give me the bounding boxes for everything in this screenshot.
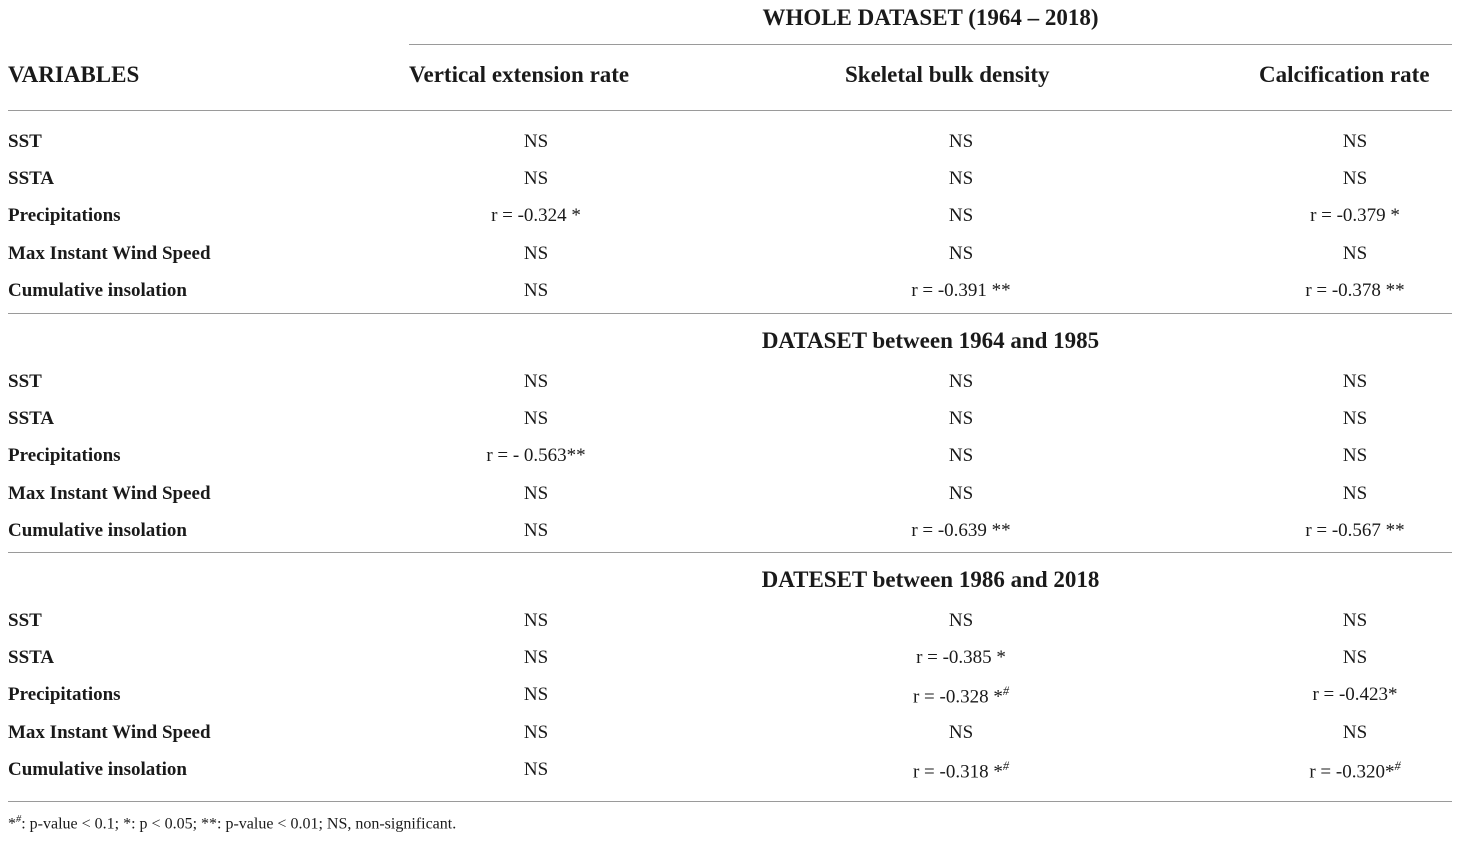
group-title-1964-1985: DATASET between 1964 and 1985 bbox=[761, 328, 1100, 353]
table-cell: NS bbox=[1342, 131, 1368, 152]
row-variable-label: SST bbox=[8, 610, 42, 631]
table-cell: r = -0.328 *# bbox=[912, 684, 1010, 708]
table-cell: r = - 0.563** bbox=[486, 445, 586, 467]
row-variable-label: SSTA bbox=[8, 647, 55, 669]
table-cell: NS bbox=[523, 647, 549, 669]
table-cell: NS bbox=[948, 131, 974, 152]
table-cell: NS bbox=[523, 371, 549, 392]
table-cell: r = -0.379 * bbox=[1310, 205, 1400, 227]
table-cell: NS bbox=[1342, 371, 1368, 392]
table-row bbox=[0, 610, 1460, 647]
row-variable-label: SST bbox=[8, 371, 42, 392]
table-cell: NS bbox=[1342, 647, 1368, 669]
row-variable-label: Precipitations bbox=[8, 205, 121, 227]
column-header-calcification-rate: Calcification rate bbox=[1259, 62, 1430, 87]
table-row bbox=[0, 408, 1460, 445]
table-row bbox=[0, 131, 1460, 168]
table-row bbox=[0, 759, 1460, 796]
row-variable-label: Max Instant Wind Speed bbox=[8, 482, 211, 504]
table-cell: NS bbox=[1342, 242, 1368, 264]
table-cell: NS bbox=[523, 684, 549, 706]
table-row bbox=[0, 722, 1460, 759]
table-cell: r = -0.320*# bbox=[1309, 758, 1401, 783]
table-cell: r = -0.324 * bbox=[491, 205, 581, 227]
row-variable-label: Precipitations bbox=[8, 445, 121, 467]
table-cell: r = -0.391 ** bbox=[911, 279, 1011, 301]
table-cell: NS bbox=[523, 519, 549, 541]
row-variable-label: Cumulative insolation bbox=[8, 758, 187, 780]
header-divider bbox=[8, 110, 1452, 111]
table-cell: r = -0.385 * bbox=[916, 647, 1006, 669]
table-cell: NS bbox=[523, 482, 549, 504]
group-title-underline bbox=[409, 44, 1452, 45]
table-cell: NS bbox=[523, 758, 549, 780]
row-variable-label: SSTA bbox=[8, 408, 55, 430]
group-divider bbox=[8, 313, 1452, 314]
table-cell: NS bbox=[1342, 445, 1368, 467]
table-cell: NS bbox=[523, 168, 549, 190]
table-cell: NS bbox=[948, 408, 974, 430]
row-variable-label: Max Instant Wind Speed bbox=[8, 242, 211, 264]
table-row bbox=[0, 168, 1460, 205]
table-row bbox=[0, 371, 1460, 408]
table-cell: r = -0.423* bbox=[1312, 684, 1398, 706]
table-cell: NS bbox=[523, 242, 549, 264]
row-variable-label: Cumulative insolation bbox=[8, 519, 187, 541]
table-cell: NS bbox=[523, 721, 549, 743]
table-cell: NS bbox=[1342, 482, 1368, 504]
row-variable-label: Max Instant Wind Speed bbox=[8, 721, 211, 743]
table-row bbox=[0, 205, 1460, 242]
table-cell: r = -0.639 ** bbox=[911, 519, 1011, 541]
table-cell: NS bbox=[948, 445, 974, 467]
table-cell: NS bbox=[948, 371, 974, 392]
variables-header: VARIABLES bbox=[8, 62, 140, 87]
table-cell: NS bbox=[523, 408, 549, 430]
table-cell: NS bbox=[948, 168, 974, 190]
table-cell: NS bbox=[948, 721, 974, 743]
group-title-1986-2018: DATESET between 1986 and 2018 bbox=[761, 567, 1100, 592]
table-row bbox=[0, 647, 1460, 684]
table-cell: NS bbox=[948, 482, 974, 504]
group-title-whole-dataset: WHOLE DATASET (1964 – 2018) bbox=[762, 5, 1099, 30]
table-cell: r = -0.318 *# bbox=[912, 758, 1010, 783]
table-row bbox=[0, 445, 1460, 482]
column-header-skeletal-bulk-density: Skeletal bulk density bbox=[845, 62, 1050, 87]
row-variable-label: SSTA bbox=[8, 168, 55, 190]
table-row bbox=[0, 280, 1460, 317]
table-cell: r = -0.567 ** bbox=[1305, 519, 1405, 541]
table-bottom-rule bbox=[8, 801, 1452, 802]
table-cell: NS bbox=[948, 205, 974, 227]
row-variable-label: Cumulative insolation bbox=[8, 279, 187, 301]
table-cell: r = -0.378 ** bbox=[1305, 279, 1405, 301]
column-header-vertical-extension: Vertical extension rate bbox=[409, 62, 630, 87]
table-cell: NS bbox=[1342, 721, 1368, 743]
table-cell: NS bbox=[523, 131, 549, 152]
table-row bbox=[0, 684, 1460, 721]
row-variable-label: Precipitations bbox=[8, 684, 121, 706]
table-row bbox=[0, 483, 1460, 520]
table-footnote: *#: p-value < 0.1; *: p < 0.05; **: p-value < 0.01; NS, non-significant. bbox=[8, 814, 457, 833]
table-cell: NS bbox=[948, 610, 974, 631]
table-cell: NS bbox=[1342, 610, 1368, 631]
row-variable-label: SST bbox=[8, 131, 42, 152]
table-cell: NS bbox=[948, 242, 974, 264]
table-cell: NS bbox=[523, 610, 549, 631]
table-cell: NS bbox=[1342, 168, 1368, 190]
table-cell: NS bbox=[523, 279, 549, 301]
table-cell: NS bbox=[1342, 408, 1368, 430]
table-row bbox=[0, 243, 1460, 280]
group-divider bbox=[8, 552, 1452, 553]
